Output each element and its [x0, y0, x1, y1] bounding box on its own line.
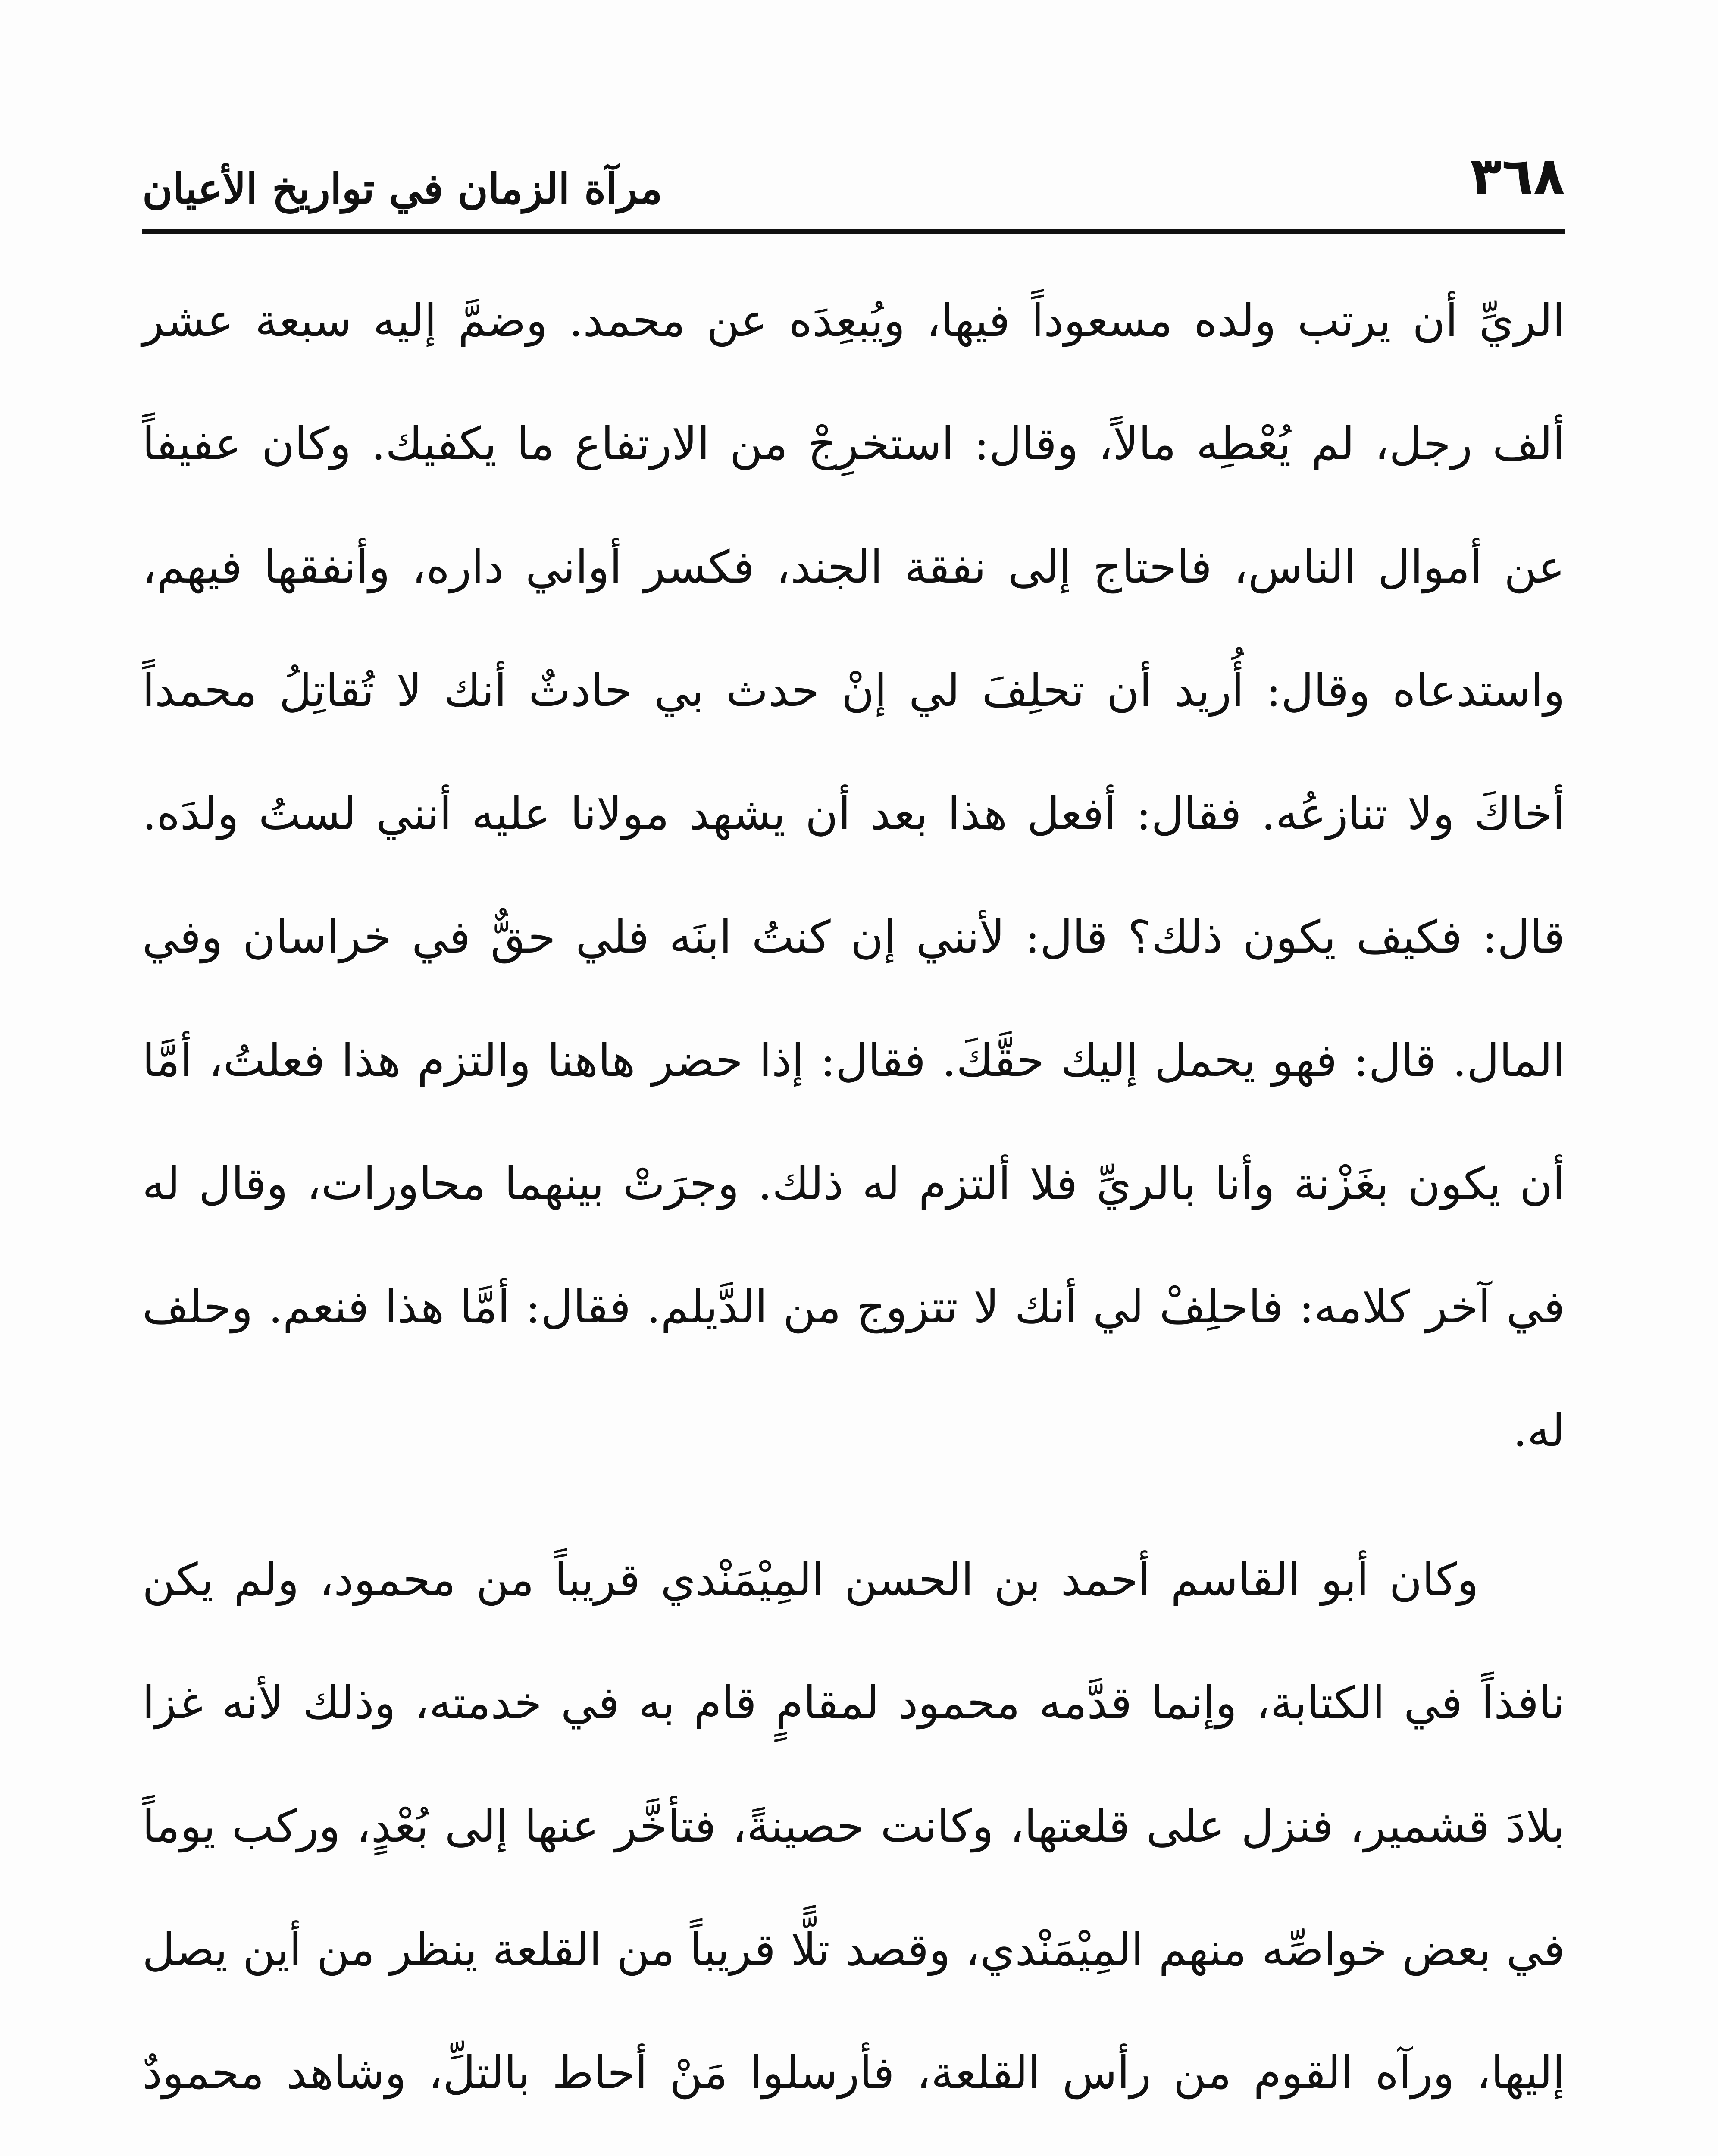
page-header	[142, 142, 1565, 234]
running-title: مرآة الزمان في تواريخ الأعيان	[142, 164, 663, 213]
paragraph-1: الريِّ أن يرتب ولده مسعوداً فيها، ويُبعِدَه عن محمد. وضمَّ إليه سبعة عشر ألف رجل، لم يُعْطِه مالاً، وقال: استخرِجْ من الارتفاع ما يكفيك. وكان عفيفاً عن أموال الناس، فاحتاج إلى نفقة الجند، فكسر أواني داره، وأنفقها فيهم، واستدعاه وقال: أُريد أن تحلِفَ لي إنْ حدث بي حادثٌ أنك لا تُقاتِلُ محمداً أخاكَ ولا تنازعُه. فقال: أفعل هذا بعد أن يشهد مولانا عليه أنني لستُ ولدَه. قال: فكيف يكون ذلك؟ قال: لأنني إن كنتُ ابنَه فلي حقٌّ في خراسان وفي المال. قال: فهو يحمل إليك حقَّكَ. فقال: إذا حضر هاهنا والتزم هذا فعلتُ، أمَّا أن يكون بغَزْنة وأنا بالريِّ فلا ألتزم له ذلك. وجرَتْ بينهما محاورات، وقال له في آخر كلامه: فاحلِفْ لي أنك لا تتزوج من الدَّيلم. فقال: أمَّا هذا فنعم. وحلف له.	[142, 294, 1565, 1457]
page-number: ٣٦٨	[1470, 147, 1565, 207]
paragraph-2-part-1: وكان أبو القاسم أحمد بن الحسن المِيْمَنْدي قريباً من محمود، ولم يكن نافذاً في الكتابة، وإنما قدَّمه محمود لمقامٍ قام به في خدمته، وذلك لأنه غزا بلادَ قشمير، فنزل على قلعتها، وكانت حصينةً، فتأخَّر عنها إلى بُعْدٍ، وركب يوماً في بعض خواصِّه منهم المِيْمَنْدي، وقصد تلًّا قريباً من القلعة ينظر من أين يصل إليها، ورآه القوم من رأس القلعة، فأرسلوا مَنْ أحاط بالتلِّ، وشاهد محمودٌ	[142, 1553, 1565, 2099]
body-text	[142, 259, 1565, 2156]
paragraph-2	[142, 1518, 1565, 2156]
